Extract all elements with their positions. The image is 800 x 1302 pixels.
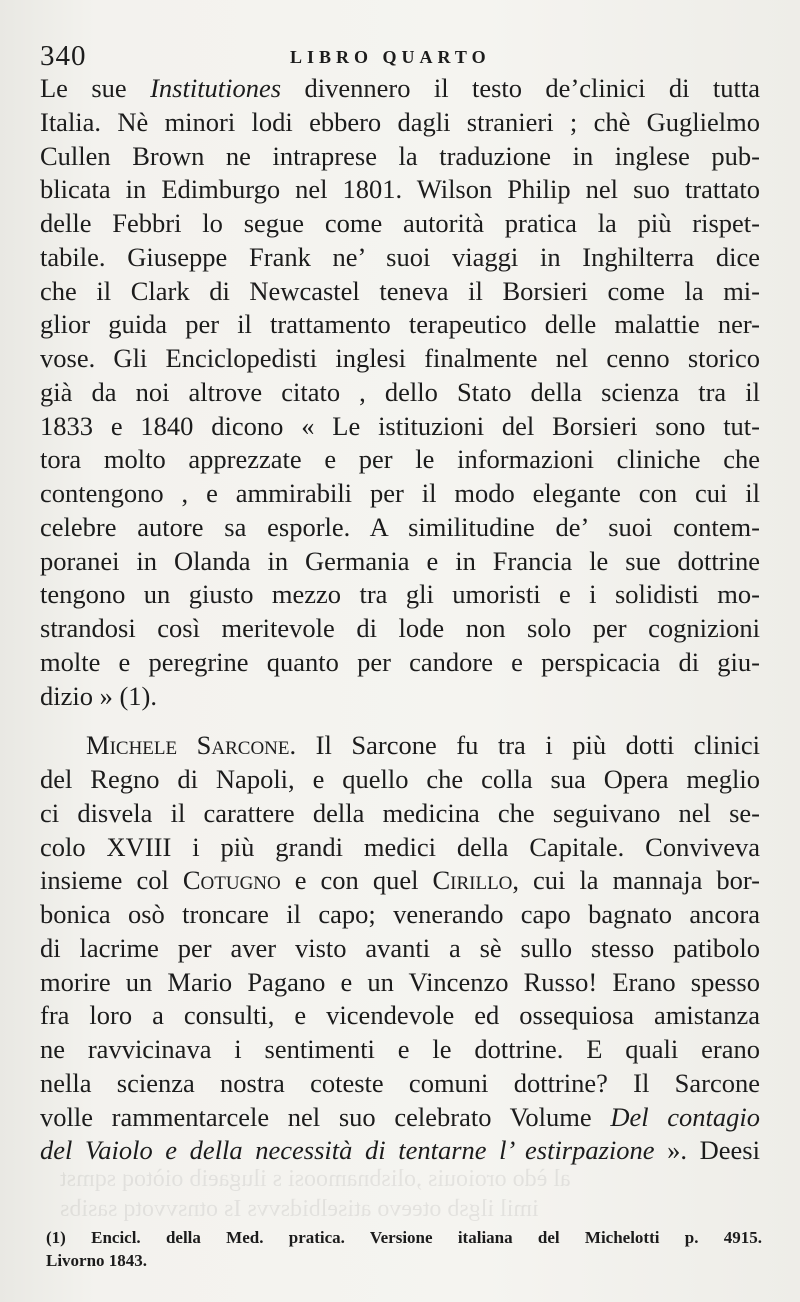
text-line — [40, 763, 760, 797]
text-run: tabile. Giuseppe Frank ne’ suoi viaggi in Inghilterra dice — [40, 241, 760, 272]
text-line — [40, 966, 760, 1000]
page-header — [40, 40, 760, 76]
text-run: che il Clark di Newcastel teneva il Borsieri come la mi- — [40, 275, 760, 306]
text-line — [40, 443, 760, 477]
text-run: poranei in Olanda in Germania e in Francia le sue dottrine — [40, 545, 760, 576]
text-run: divennero il testo de’clinici di tutta — [281, 73, 760, 103]
small-caps-name: Michele Sarcone — [86, 730, 290, 761]
text-line — [40, 545, 760, 579]
text-run: tora molto apprezzate e per le informazioni cliniche che — [40, 444, 760, 475]
text-line — [40, 612, 760, 646]
text-line — [40, 1134, 760, 1168]
text-line — [40, 864, 760, 898]
italic-text: del Vaiolo e della necessità di tentarne l’ estirpazione — [40, 1135, 655, 1166]
text-run: fra loro a consulti, e vicendevole ed ossequiosa amistanza — [40, 1000, 760, 1031]
text-run: vose. Gli Enciclopedisti inglesi finalmente nel cenno storico — [40, 343, 760, 373]
text-line — [40, 1067, 760, 1101]
text-line — [40, 106, 760, 140]
text-line — [40, 241, 760, 275]
text-run: molte e peregrine quanto per candore e perspicacia di giu- — [40, 646, 760, 677]
bleed-through-line: imil ilgsb oteevo atiselbidsvvs Is otnsvvotq sasibs — [60, 1196, 539, 1222]
text-run: Italia. Nè minori lodi ebbero dagli stranieri ; chè Guglielmo — [40, 106, 760, 137]
text-run: Le sue — [40, 73, 151, 103]
text-line — [40, 797, 760, 831]
text-run: insieme col — [40, 865, 183, 896]
text-line — [40, 1101, 760, 1135]
text-run: ne ravvicinava i sentimenti e le dottrine. E quali erano — [40, 1034, 760, 1064]
footnote-line: Livorno 1843. — [46, 1251, 148, 1270]
text-run: e con quel — [280, 865, 433, 896]
text-line — [40, 999, 760, 1033]
page-number: 340 — [40, 40, 87, 72]
text-run: , cui la mannaja bor- — [512, 865, 760, 896]
text-line — [40, 275, 760, 309]
text-line — [40, 410, 760, 444]
text-line — [40, 831, 760, 865]
text-line — [40, 932, 760, 966]
text-line — [40, 477, 760, 511]
text-line — [40, 308, 760, 342]
paragraph-gap — [40, 713, 760, 729]
text-run: nella scienza nostra coteste comuni dottrine? Il Sarcone — [40, 1067, 760, 1098]
text-run: volle rammentarcele nel suo celebrato Volume — [40, 1101, 611, 1132]
text-line — [40, 207, 760, 241]
text-run: blicata in Edimburgo nel 1801. Wilson Philip nel suo trattato — [40, 174, 760, 205]
text-run: già da noi altrove citato , dello Stato della scienza tra il — [40, 376, 760, 407]
text-line — [40, 72, 760, 106]
bleed-through-line: al èdo oroiouis ,olisbnamoosi s ilugaeib oiòtoq sqmst — [60, 1166, 571, 1192]
text-run: 1833 e 1840 dicono « Le istituzioni del Borsieri sono tut- — [40, 410, 760, 441]
body-text — [40, 72, 760, 1168]
text-run: ». Deesi — [654, 1135, 760, 1166]
paragraph-borsieri — [40, 72, 760, 713]
small-caps-name: Cirillo — [432, 865, 513, 896]
text-run: glior guida per il trattamento terapeutico delle malattie ner- — [40, 309, 760, 340]
text-run: morire un Mario Pagano e un Vincenzo Russo! Erano spesso — [40, 966, 760, 997]
text-run: celebre autore sa esporle. A similitudine de’ suoi contem- — [40, 511, 760, 542]
footnote-line: (1) Encicl. della Med. pratica. Versione italiana del Michelotti p. 4915. — [46, 1228, 762, 1247]
text-line — [40, 511, 760, 545]
footnote — [46, 1226, 762, 1272]
running-head: LIBRO QUARTO — [290, 47, 491, 67]
text-run: tengono un giusto mezzo tra gli umoristi e i solidisti mo- — [40, 579, 760, 610]
text-run: strandosi così meritevole di lode non solo per cognizioni — [40, 613, 760, 643]
text-run: di lacrime per aver visto avanti a sè sullo stesso patibolo — [40, 932, 760, 963]
text-run: dizio » (1). — [40, 680, 158, 711]
text-line — [40, 898, 760, 932]
text-run: . Il Sarcone fu tra i più dotti clinici — [289, 730, 760, 761]
small-caps-name: Cotugno — [182, 865, 281, 896]
text-line — [40, 342, 760, 376]
text-line — [40, 646, 760, 680]
text-line — [40, 140, 760, 174]
text-line — [40, 680, 760, 714]
italic-text: Institutiones — [150, 73, 282, 103]
text-run: ci disvela il carattere della medicina che seguivano nel se- — [40, 797, 760, 828]
text-line — [40, 376, 760, 410]
text-run: del Regno di Napoli, e quello che colla sua Opera meglio — [40, 764, 760, 794]
text-run: Cullen Brown ne intraprese la traduzione in inglese pub- — [40, 140, 760, 171]
text-line — [40, 578, 760, 612]
text-line — [40, 1033, 760, 1067]
text-run: bonica osò troncare il capo; venerando capo bagnato ancora — [40, 899, 760, 929]
text-run: delle Febbri lo segue come autorità pratica la più rispet- — [40, 208, 760, 238]
italic-text: Del contagio — [610, 1101, 760, 1132]
text-line — [40, 729, 760, 763]
text-run: contengono , e ammirabili per il modo elegante con cui il — [40, 478, 760, 508]
text-run: colo XVIII i più grandi medici della Capitale. Conviveva — [40, 831, 760, 862]
paragraph-sarcone — [40, 729, 760, 1168]
text-line — [40, 173, 760, 207]
